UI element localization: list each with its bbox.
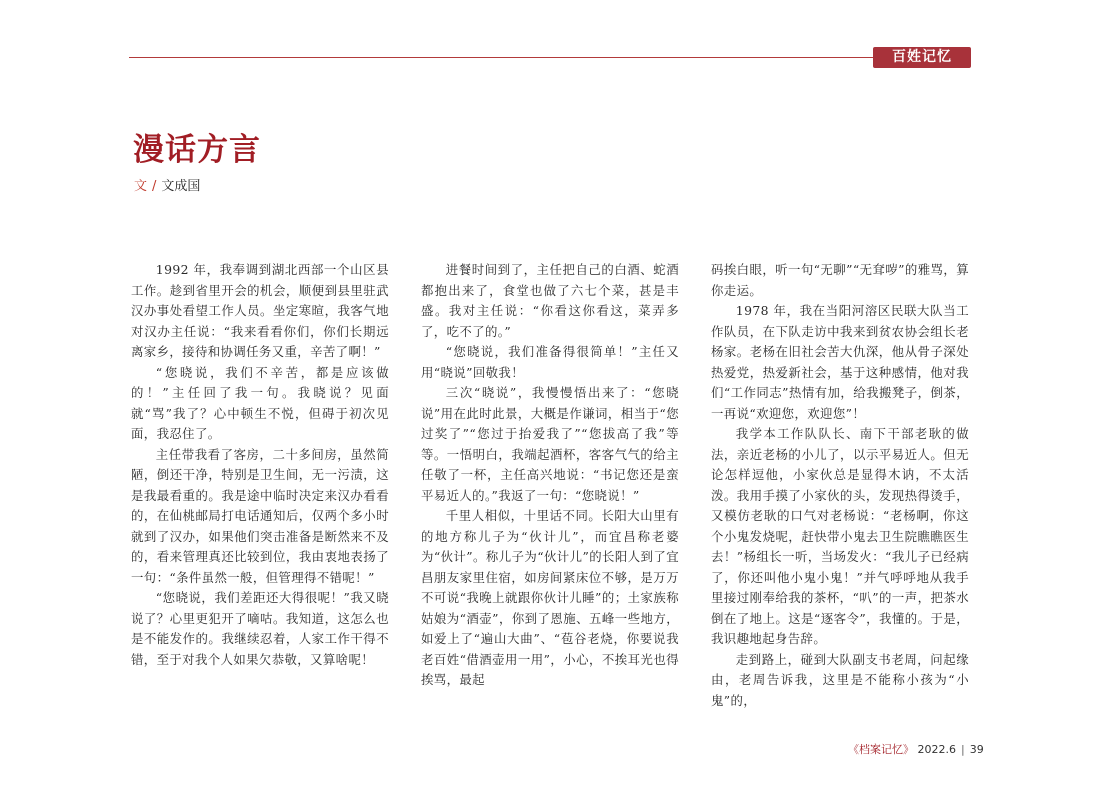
header-rule (129, 57, 971, 58)
magazine-name: 《档案记忆》 (848, 743, 914, 756)
author-name: 文成国 (161, 179, 201, 194)
byline (134, 175, 200, 194)
paragraph: 走到路上，碰到大队副支书老周，问起缘由，老周告诉我，这里是不能称小孩为“小鬼”的， (711, 651, 969, 708)
footer-separator: | (961, 743, 965, 756)
article-title: 漫话方言 (133, 132, 261, 168)
text-column-3 (711, 260, 969, 711)
paragraph: 主任带我看了客房，二十多间房，虽然简陋，倒还干净，特别是卫生间，无一污渍，这是我最看重的。我是途中临时决定来汉办看看的，在仙桃邮局打电话通知后，仅两个多小时就到了汉办，如果他们突击准备是断然来不及的，看来管理真还比较到位，我由衷地表扬了一句：“条件虽然一般，但管理得不错呢！” (131, 446, 389, 585)
paragraph: “您晓说，我们差距还大得很呢！”我又晓说了？心里更犯开了嘀咕。我知道，这怎么也是不能发作的。我继续忍着，人家工作干得不错，至于对我个人如果欠恭敬，又算啥呢！ (131, 590, 389, 667)
paragraph: 码挨白眼，听一句“无聊”“无耷哕”的雅骂，算你走运。 (711, 262, 969, 298)
paragraph: 1992 年，我奉调到湖北西部一个山区县工作。趁到省里开会的机会，顺便到县里驻武汉办事处看望工作人员。坐定寒暄，我客气地对汉办主任说：“我来看看你们，你们长期远离家乡，接待和协调任务又重，辛苦了啊！” (131, 262, 389, 359)
byline-mark: 文 (134, 179, 148, 194)
byline-separator: / (152, 179, 157, 194)
text-column-2 (421, 260, 679, 691)
paragraph: “您晓说，我们准备得很简单！”主任又用“晓说”回敬我！ (421, 344, 679, 380)
section-tag: 百姓记忆 (873, 47, 971, 68)
text-column-1 (131, 260, 389, 670)
paragraph: 三次“晓说”，我慢慢悟出来了：“您晓说”用在此时此景，大概是作谦词，相当于“您过奖了”“您过于抬爱我了”“您拔高了我”等等。一悟明白，我端起酒杯，客客气气的给主任敬了一杯，主任高兴地说：“书记您还是蛮平易近人的。”我返了一句：“您晓说！” (421, 385, 679, 503)
paragraph: 我学本工作队队长、南下干部老耿的做法，亲近老杨的小儿了，以示平易近人。但无论怎样逗他，小家伙总是显得木讷，不太活泼。我用手摸了小家伙的头，发现热得烫手，又模仿老耿的口气对老杨说：“老杨啊，你这个小鬼发烧呢，赶快带小鬼去卫生院瞧瞧医生去！”杨组长一听，当场发火：“我儿子已经病了，你还叫他小鬼小鬼！”并气呼呼地从我手里接过刚奉给我的茶杯，“叭”的一声，把茶水倒在了地上。这是“逐客令”，我懂的。于是，我识趣地起身告辞。 (711, 426, 969, 646)
paragraph: 1978 年，我在当阳河溶区民联大队当工作队员，在下队走访中我来到贫农协会组长老杨家。老杨在旧社会苦大仇深，他从骨子深处热爱党，热爱新社会，基于这种感情，他对我们“工作同志”热情有加，给我搬凳子，倒茶，一再说“欢迎您，欢迎您”！ (711, 303, 969, 421)
paragraph: “您晓说，我们不辛苦，都是应该做的！”主任回了我一句。我晓说？见面就“骂”我了？心中顿生不悦，但碍于初次见面，我忍住了。 (131, 364, 389, 441)
page-footer (848, 741, 984, 757)
paragraph: 千里人相似，十里话不同。长阳大山里有的地方称儿子为“伙计儿”，而宜昌称老婆为“伙计”。称儿子为“伙计儿”的长阳人到了宜昌朋友家里住宿，如房间紧床位不够，是万万不可说“我晚上就跟你伙计儿睡”的；土家族称姑娘为“酒壶”，你到了恩施、五峰一些地方，如爱上了“遍山大曲”、“苞谷老烧，你要说我老百姓“借酒壶用一用”，小心，不挨耳光也得挨骂，最起 (421, 508, 679, 687)
issue-number: 2022.6 (917, 743, 956, 756)
paragraph: 进餐时间到了，主任把自己的白酒、蛇酒都抱出来了，食堂也做了六七个菜，甚是丰盛。我对主任说：“你看这你看这，菜弄多了，吃不了的。” (421, 262, 679, 339)
page-number: 39 (969, 743, 984, 756)
